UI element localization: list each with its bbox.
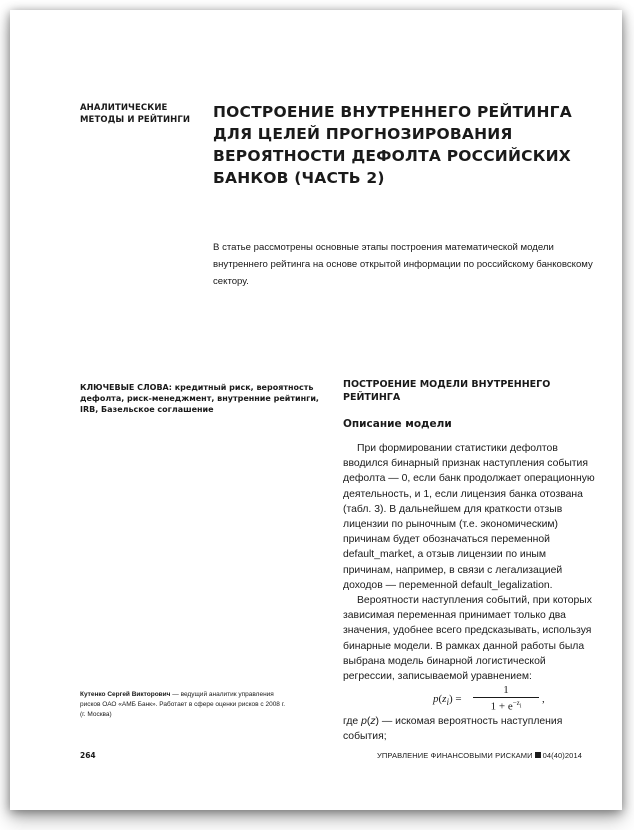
body-paragraph-1: При формировании статистики дефолтов вводился бинарный признак наступления события дефолта — 0, если банк продолжает операционную деятельность, и 1, если лицензия банка отозвана (табл. 3). В дальнейшем для краткости отзыв лицензии по рыночным (т.е. экономическим) причинам будет обозначаться переменной default_market, а отзыв лицензии по иным причинам, например, в связи с легализацией доходов — переменной default_legalization.: [343, 443, 595, 591]
journal-name: УПРАВЛЕНИЕ ФИНАНСОВЫМИ РИСКАМИ: [377, 751, 533, 760]
author-name: Кутенко Сергей Викторович: [80, 691, 171, 698]
section-heading: ПОСТРОЕНИЕ МОДЕЛИ ВНУТРЕННЕГО РЕЙТИНГА: [343, 379, 551, 403]
formula-fraction: [473, 684, 539, 713]
journal-issue: 04(40)2014: [542, 751, 582, 760]
formula-comma: ,: [542, 693, 545, 706]
formula-lhs: $p(z_i)$ =: [433, 693, 462, 708]
author-note: [80, 690, 290, 720]
keywords: КЛЮЧЕВЫЕ СЛОВА: кредитный риск, вероятность дефолта, риск-менеджмент, внутренние рейтинги, IRB, Базельское соглашение: [80, 383, 319, 414]
author-description: — ведущий аналитик управления рисков ОАО «АМБ Банк». Работает в сфере оценки рисков с 2008 г. (г. Москва): [80, 691, 286, 718]
main-column: [343, 378, 595, 744]
subsection-heading: Описание модели: [343, 418, 452, 430]
separator-square-icon: [535, 752, 541, 758]
abstract: В статье рассмотрены основные этапы построения математической модели внутреннего рейтинга на основе открытой информации по российскому банковскому сектору.: [213, 242, 593, 287]
document-page: [10, 10, 622, 810]
formula-denominator: $1 + e^{-z_i}$: [490, 699, 522, 713]
formula-explanation: где p(z) — искомая вероятность наступления события;: [343, 716, 563, 743]
section-tag: АНАЛИТИЧЕСКИЕ МЕТОДЫ И РЕЙТИНГИ: [80, 103, 191, 125]
logistic-formula: [343, 684, 595, 714]
page-number: 264: [80, 751, 96, 760]
journal-footer: [377, 751, 582, 760]
formula-numerator: 1: [473, 684, 539, 698]
body-paragraph-2: Вероятности наступления событий, при которых зависимая переменная принимает только два значения, удобнее всего предсказывать, используя бинарные модели. В рамках данной работы была выбрана модель бинарной логистической регрессии, записываемой уравнением:: [343, 595, 592, 683]
article-title: ПОСТРОЕНИЕ ВНУТРЕННЕГО РЕЙТИНГА ДЛЯ ЦЕЛЕЙ ПРОГНОЗИРОВАНИЯ ВЕРОЯТНОСТИ ДЕФОЛТА РОССИЙСКИХ БАНКОВ (ЧАСТЬ 2): [213, 103, 572, 187]
